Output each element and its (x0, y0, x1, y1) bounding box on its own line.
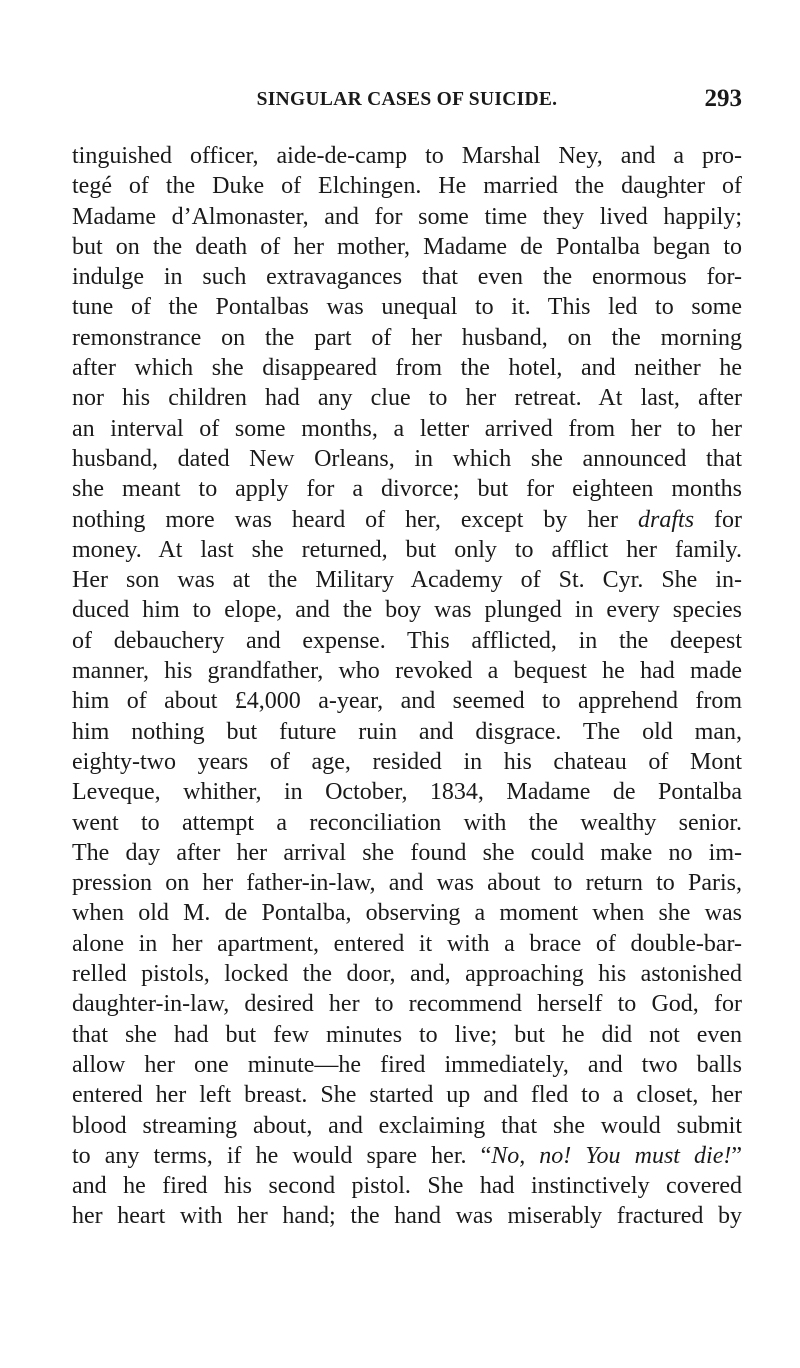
text-line: tegé of the Duke of Elchingen. He married the daughter of (72, 173, 742, 200)
text-line: alone in her apartment, entered it with a brace of double-bar- (72, 930, 742, 957)
text-line: Her son was at the Military Academy of St. Cyr. She in- (72, 567, 742, 594)
text-line: her heart with her hand; the hand was miserably fractured by (72, 1203, 742, 1230)
text-line: him nothing but future ruin and disgrace. The old man, (72, 718, 742, 745)
text-line: when old M. de Pontalba, observing a moment when she was (72, 900, 742, 927)
text-line: indulge in such extravagances that even the enormous for- (72, 264, 742, 291)
text-line: allow her one minute—he fired immediately, and two balls (72, 1051, 742, 1078)
italic-phrase: drafts (638, 506, 695, 533)
text-line: entered her left breast. She started up and fled to a closet, her (72, 1082, 742, 1109)
text-line: she meant to apply for a divorce; but for eighteen months (72, 476, 742, 503)
text-line: husband, dated New Orleans, in which she announced that (72, 445, 742, 472)
text-line: eighty-two years of age, resided in his chateau of Mont (72, 748, 742, 775)
running-head (72, 85, 742, 119)
text-line: tinguished officer, aide-de-camp to Marshal Ney, and a pro- (72, 143, 742, 169)
text-line: went to attempt a reconciliation with the wealthy senior. (72, 809, 742, 836)
text-line: Leveque, whither, in October, 1834, Madame de Pontalba (72, 779, 742, 806)
text-line: him of about £4,000 a-year, and seemed to apprehend from (72, 688, 742, 715)
italic-phrase: No, no! You must die! (491, 1142, 732, 1169)
text-line: duced him to elope, and the boy was plunged in every species (72, 597, 742, 624)
text-line: pression on her father-in-law, and was about to return to Paris, (72, 870, 742, 897)
page-number: 293 (704, 85, 742, 112)
text-line: Madame d’Almonaster, and for some time they lived happily; (72, 203, 742, 230)
body-text (72, 141, 742, 1232)
running-title: SINGULAR CASES OF SUICIDE. (256, 89, 558, 110)
text-line: daughter-in-law, desired her to recommend herself to God, for (72, 991, 742, 1018)
text-line: The day after her arrival she found she could make no im- (72, 839, 742, 866)
text-line: tune of the Pontalbas was unequal to it. This led to some (72, 294, 742, 321)
text-line: an interval of some months, a letter arrived from her to her (72, 415, 742, 442)
text-line: and he fired his second pistol. She had instinctively covered (72, 1173, 742, 1200)
text-line: to any terms, if he would spare her. “No, no! You must die!” (72, 1142, 742, 1169)
text-line: money. At last she returned, but only to afflict her family. (72, 536, 742, 563)
text-line: nothing more was heard of her, except by her drafts for (72, 506, 743, 533)
text-line: nor his children had any clue to her retreat. At last, after (72, 385, 742, 412)
text-line: after which she disappeared from the hotel, and neither he (72, 355, 742, 382)
text-line: but on the death of her mother, Madame de Pontalba began to (72, 233, 742, 260)
text-line: manner, his grandfather, who revoked a bequest he had made (72, 658, 742, 685)
text-line: blood streaming about, and exclaiming that she would submit (72, 1112, 742, 1139)
text-line: relled pistols, locked the door, and, approaching his astonished (72, 961, 742, 988)
text-line: of debauchery and expense. This afflicted, in the deepest (72, 627, 742, 654)
text-line: that she had but few minutes to live; but he did not even (72, 1021, 742, 1048)
text-line: remonstrance on the part of her husband, on the morning (72, 324, 742, 351)
